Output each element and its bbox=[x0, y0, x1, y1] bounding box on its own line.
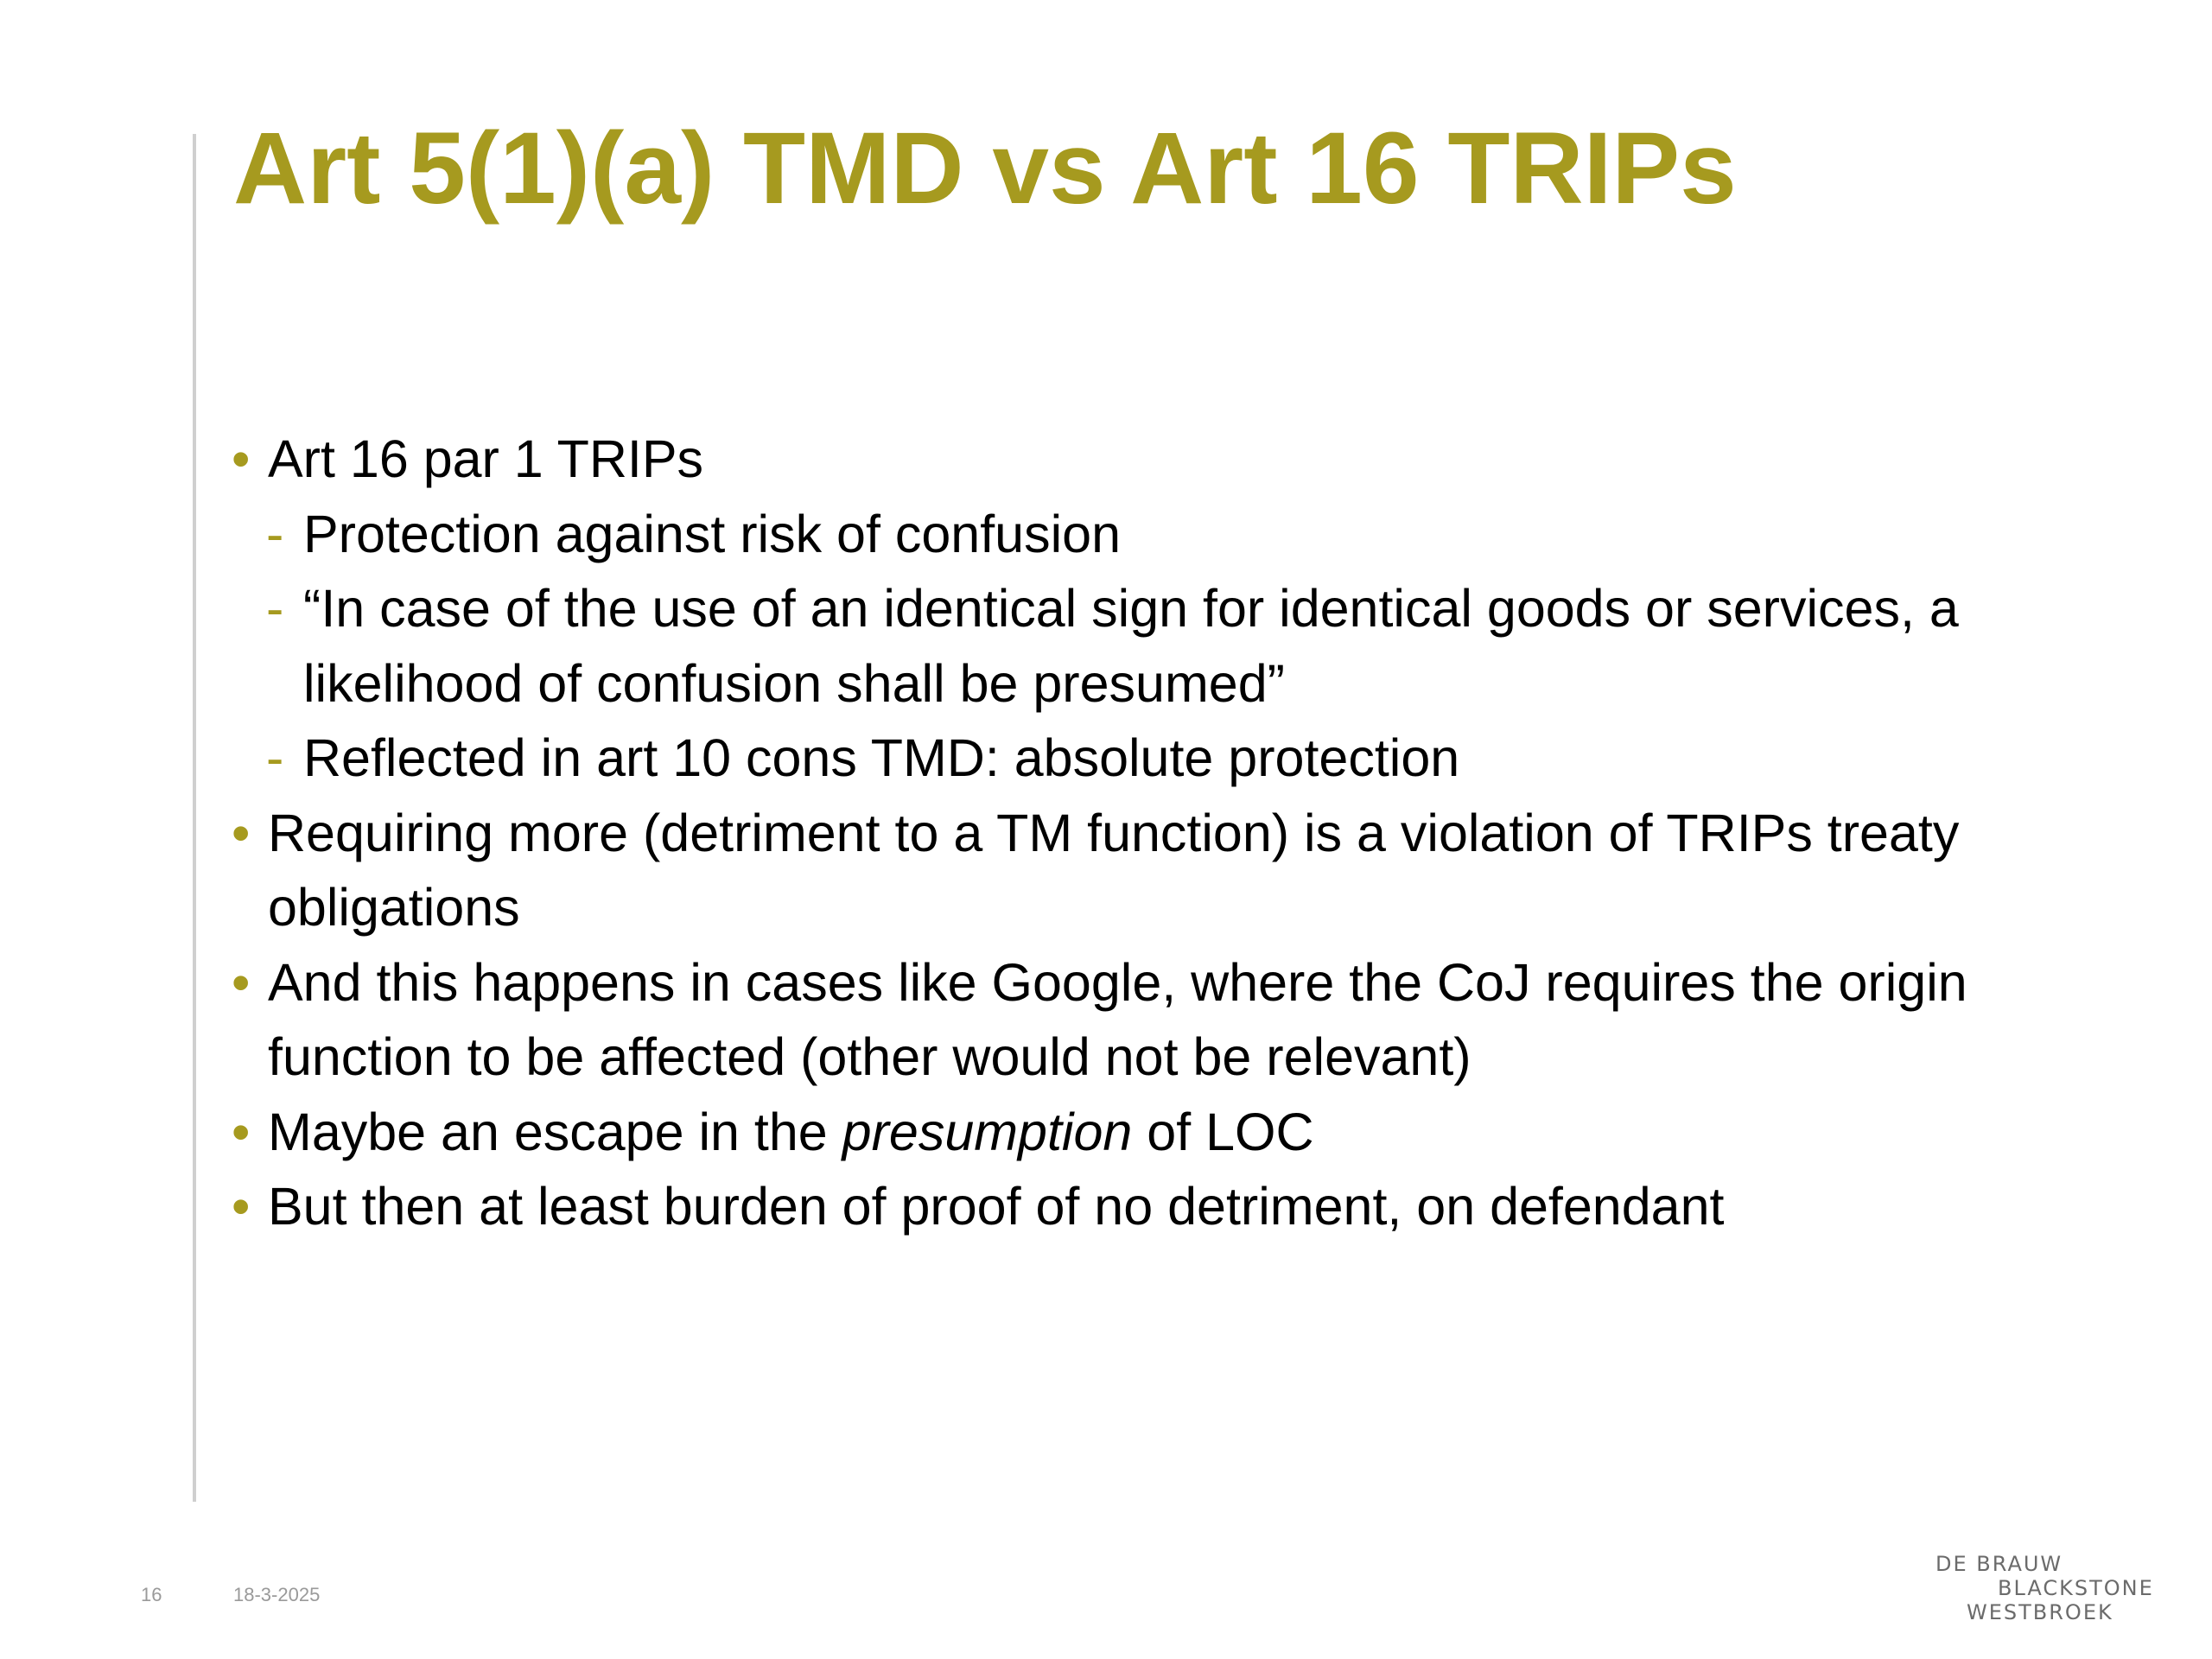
sub-bullet-marker: - bbox=[266, 579, 284, 638]
page-number: 16 bbox=[141, 1584, 162, 1605]
vertical-divider bbox=[193, 134, 196, 1502]
bullet-marker: • bbox=[232, 1177, 251, 1236]
bullet-item bbox=[232, 422, 2115, 497]
bullet-marker: • bbox=[232, 952, 251, 1012]
bullet-item bbox=[232, 1095, 2115, 1170]
slide-title: Art 5(1)(a) TMD vs Art 16 TRIPs bbox=[233, 111, 1737, 226]
sub-bullet-text: Protection against risk of confusion bbox=[303, 504, 1122, 563]
sub-bullet-text: Reflected in art 10 cons TMD: absolute protection bbox=[303, 728, 1460, 787]
slide-date: 18-3-2025 bbox=[233, 1584, 321, 1605]
sub-bullet-item bbox=[232, 721, 2115, 796]
slide-body bbox=[232, 422, 2115, 1244]
bullet-marker: • bbox=[232, 1102, 251, 1161]
logo-line-2: BLACKSTONE bbox=[1998, 1576, 2154, 1600]
bullet-item bbox=[232, 1169, 2115, 1244]
bullet-text: Art 16 par 1 TRIPs bbox=[268, 429, 704, 488]
sub-bullet-marker: - bbox=[266, 504, 284, 563]
sub-bullet-marker: - bbox=[266, 728, 284, 787]
sub-bullet-item bbox=[232, 571, 2115, 721]
logo-line-3: WESTBROEK bbox=[1967, 1600, 2113, 1624]
bullet-text-after: of LOC bbox=[1132, 1102, 1314, 1161]
bullet-text: And this happens in cases like Google, where the CoJ requires the origin function to be affected (other would not be relevant) bbox=[268, 952, 1967, 1086]
bullet-marker: • bbox=[232, 803, 251, 862]
bullet-text: Requiring more (detriment to a TM function) is a violation of TRIPs treaty obligations bbox=[268, 803, 1960, 937]
logo-line-1: DE BRAUW bbox=[1936, 1552, 2063, 1576]
company-logo bbox=[1936, 1552, 2152, 1630]
sub-bullet-item bbox=[232, 497, 2115, 572]
bullet-text-before: Maybe an escape in the bbox=[268, 1102, 842, 1161]
sub-bullet-text: “In case of the use of an identical sign for identical goods or services, a likelihood of confusion shall be presumed” bbox=[303, 579, 1959, 713]
bullet-text-italic: presumption bbox=[842, 1102, 1133, 1161]
bullet-text bbox=[268, 1103, 1314, 1161]
bullet-item bbox=[232, 945, 2115, 1095]
bullet-text: But then at least burden of proof of no detriment, on defendant bbox=[268, 1177, 1725, 1236]
bullet-item bbox=[232, 796, 2115, 945]
bullet-marker: • bbox=[232, 429, 251, 488]
